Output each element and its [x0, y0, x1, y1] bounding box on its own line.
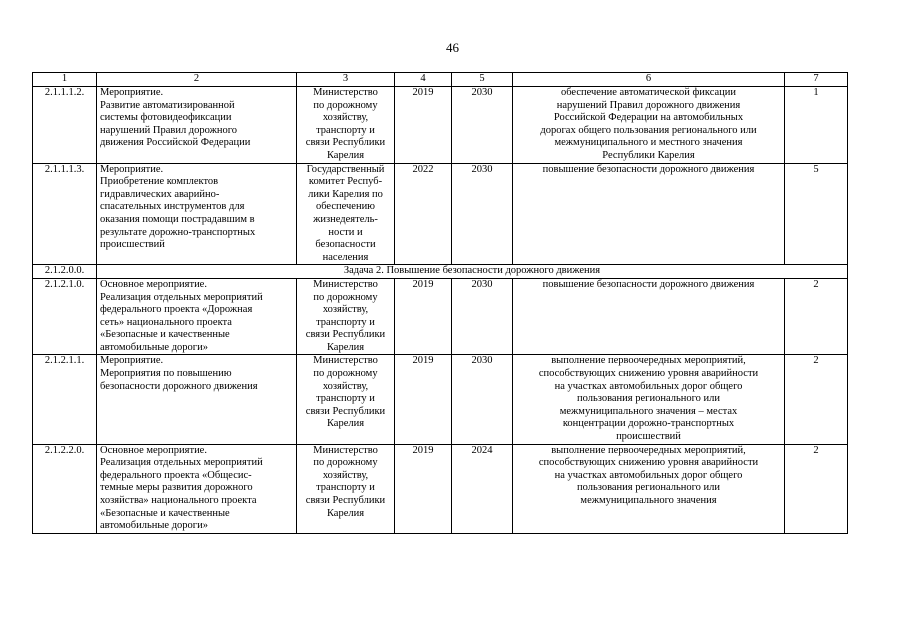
indicator-ref: 2 — [785, 444, 848, 533]
page-number: 46 — [446, 40, 459, 55]
col-header-6: 6 — [513, 73, 785, 87]
measure-name: Мероприятие. Приобретение комплектов гидравлических аварийно- спасательных инструментов для оказания помощи пострадавшим в результате дорожно-транспортных происшествий — [97, 163, 297, 265]
end-year: 2030 — [452, 278, 513, 355]
start-year: 2019 — [395, 444, 452, 533]
table-row — [33, 355, 848, 444]
measure-name: Основное мероприятие. Реализация отдельных мероприятий федерального проекта «Дорожная сеть» национального проекта «Безопасные и качественные автомобильные дороги» — [97, 278, 297, 355]
col-header-4: 4 — [395, 73, 452, 87]
table-row — [33, 278, 848, 355]
start-year: 2019 — [395, 278, 452, 355]
start-year: 2019 — [395, 87, 452, 164]
measure-name: Мероприятие. Мероприятия по повышению безопасности дорожного движения — [97, 355, 297, 444]
column-number-row — [33, 73, 848, 87]
indicator-ref: 2 — [785, 355, 848, 444]
section-row — [33, 265, 848, 279]
indicator-ref: 1 — [785, 87, 848, 164]
indicator-ref: 5 — [785, 163, 848, 265]
expected-result: обеспечение автоматической фиксации нарушений Правил дорожного движения Российской Федерации на автомобильных дорогах общего пользования регионального или межмуниципального и местного значения Республики Карелия — [513, 87, 785, 164]
expected-result: повышение безопасности дорожного движения — [513, 278, 785, 355]
responsible-org: Государственный комитет Респуб- лики Карелия по обеспечению жизнедеятель- ности и безопасности населения — [297, 163, 395, 265]
end-year: 2030 — [452, 355, 513, 444]
row-number: 2.1.2.0.0. — [33, 265, 97, 279]
end-year: 2030 — [452, 163, 513, 265]
measure-name: Мероприятие. Развитие автоматизированной системы фотовидеофиксации нарушений Правил дорожного движения Российской Федерации — [97, 87, 297, 164]
col-header-1: 1 — [33, 73, 97, 87]
row-number: 2.1.2.2.0. — [33, 444, 97, 533]
row-number: 2.1.1.1.3. — [33, 163, 97, 265]
col-header-5: 5 — [452, 73, 513, 87]
responsible-org: Министерство по дорожному хозяйству, транспорту и связи Республики Карелия — [297, 444, 395, 533]
row-number: 2.1.1.1.2. — [33, 87, 97, 164]
col-header-7: 7 — [785, 73, 848, 87]
end-year: 2030 — [452, 87, 513, 164]
expected-result: выполнение первоочередных мероприятий, способствующих снижению уровня аварийности на участках автомобильных дорог общего пользования регионального или межмуниципального значения — [513, 444, 785, 533]
responsible-org: Министерство по дорожному хозяйству, транспорту и связи Республики Карелия — [297, 278, 395, 355]
table-row — [33, 87, 848, 164]
measure-name: Основное мероприятие. Реализация отдельных мероприятий федерального проекта «Общесис- темные меры развития дорожного хозяйства» национального проекта «Безопасные и качественные автомобильные дороги» — [97, 444, 297, 533]
start-year: 2019 — [395, 355, 452, 444]
col-header-2: 2 — [97, 73, 297, 87]
expected-result: выполнение первоочередных мероприятий, способствующих снижению уровня аварийности на участках автомобильных дорог общего пользования регионального или межмуниципального значения – местах концентрации дорожно-транспортных происшествий — [513, 355, 785, 444]
responsible-org: Министерство по дорожному хозяйству, транспорту и связи Республики Карелия — [297, 87, 395, 164]
table-row — [33, 444, 848, 533]
end-year: 2024 — [452, 444, 513, 533]
indicator-ref: 2 — [785, 278, 848, 355]
row-number: 2.1.2.1.0. — [33, 278, 97, 355]
start-year: 2022 — [395, 163, 452, 265]
expected-result: повышение безопасности дорожного движения — [513, 163, 785, 265]
table-row — [33, 163, 848, 265]
section-title: Задача 2. Повышение безопасности дорожного движения — [97, 265, 848, 279]
measures-table — [32, 72, 848, 534]
responsible-org: Министерство по дорожному хозяйству, транспорту и связи Республики Карелия — [297, 355, 395, 444]
row-number: 2.1.2.1.1. — [33, 355, 97, 444]
col-header-3: 3 — [297, 73, 395, 87]
